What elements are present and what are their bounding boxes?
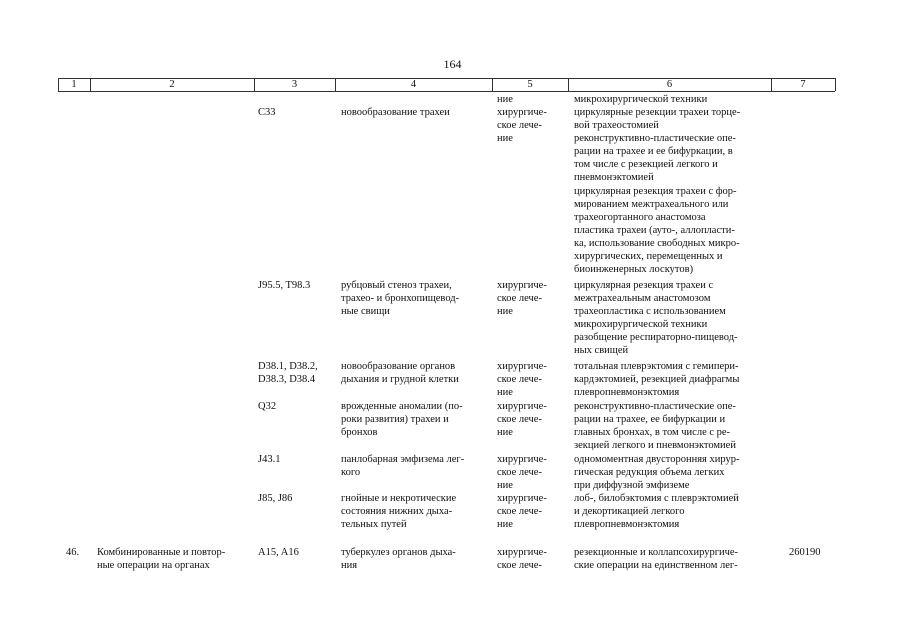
treatment-method-cell <box>574 279 766 358</box>
cell-line: ние <box>497 306 513 318</box>
cell-line: плевропневмонэктомия <box>574 519 680 531</box>
icd-code-cell <box>258 400 338 413</box>
cell-line: разобщение респираторно-пищевод- <box>574 332 738 344</box>
cell-line: рации на трахее и ее бифуркации, в <box>574 146 733 158</box>
column-header: 2 <box>169 79 175 90</box>
cell-line: ское лече- <box>497 414 542 426</box>
icd-code-cell <box>258 546 338 559</box>
cell-line: панлобарная эмфизема лег- <box>341 454 465 465</box>
cell-line: ка, использование свободных микро- <box>574 237 740 249</box>
icd-code-cell <box>258 360 338 386</box>
treatment-type-cell <box>497 492 563 531</box>
cell-line: рации на трахее, ее бифуркации и <box>574 414 726 426</box>
diagnosis-cell <box>341 279 488 318</box>
cell-line: хирургиче- <box>497 547 547 558</box>
cell-line: 260190 <box>789 547 821 558</box>
cell-line: зекцией легкого и пневмонэктомией <box>574 440 736 452</box>
cell-line: реконструктивно-пластические опе- <box>574 401 736 412</box>
cell-line: ных свищей <box>574 345 629 357</box>
cell-line: ние <box>497 480 513 492</box>
cell-line: ние <box>497 427 513 439</box>
cell-line: тельных путей <box>341 519 407 531</box>
column-header: 3 <box>291 79 298 90</box>
cell-line: циркулярная резекция трахеи с <box>574 280 714 291</box>
cell-line: новообразование органов <box>341 361 456 372</box>
cell-line: ные свищи <box>341 306 390 318</box>
cell-line: хирургиче- <box>497 401 547 412</box>
cell-line: новообразование трахеи <box>341 107 450 118</box>
cell-line: микрохирургической техники <box>574 319 708 331</box>
cell-line: ское лече- <box>497 293 542 305</box>
treatment-method-cell <box>574 453 766 492</box>
cell-line: лоб-, билобэктомия с плеврэктомией <box>574 493 739 504</box>
cell-line: 46. <box>66 547 80 558</box>
group-name-cell <box>97 546 249 572</box>
icd-code-cell <box>258 453 338 466</box>
treatment-method-cell <box>574 546 766 572</box>
cell-line: бронхов <box>341 427 378 439</box>
cell-line: мированием межтрахеального или <box>574 198 729 210</box>
cell-line: хирургиче- <box>497 493 547 504</box>
cell-line: гическая редукция объема легких <box>574 467 725 479</box>
cell-line: при диффузной эмфиземе <box>574 480 690 492</box>
cell-line: A15, A16 <box>258 547 299 558</box>
column-header: 4 <box>410 79 417 90</box>
diagnosis-cell <box>341 360 488 386</box>
treatment-method-cell <box>574 93 766 106</box>
cell-line: ские операции на единственном лег- <box>574 560 738 572</box>
cell-line: хирургиче- <box>497 361 547 372</box>
cell-line: ское лече- <box>497 374 542 386</box>
diagnosis-cell <box>341 400 488 439</box>
cell-line: резекционные и коллапсохирургиче- <box>574 547 739 558</box>
cell-line: кардэктомией, резекцией диафрагмы <box>574 374 740 386</box>
cell-line: ние <box>497 519 513 531</box>
treatment-method-cell <box>574 106 766 276</box>
column-header: 6 <box>666 79 673 90</box>
treatment-method-cell <box>574 400 766 452</box>
diagnosis-cell <box>341 546 488 572</box>
cell-line: состояния нижних дыха- <box>341 506 453 518</box>
row-number-cell <box>66 546 88 559</box>
treatment-method-cell <box>574 360 766 399</box>
cell-line: ское лече- <box>497 467 542 479</box>
treatment-method-cell <box>574 492 766 531</box>
cell-line: ние <box>497 133 513 145</box>
cell-line: ское лече- <box>497 120 542 132</box>
cell-line: пластика трахеи (ауто-, аллопласти- <box>574 224 735 236</box>
cell-line: D38.3, D38.4 <box>258 374 316 386</box>
cell-line: хирургических, перемещенных и <box>574 251 723 263</box>
cell-line: циркулярная резекция трахеи с фор- <box>574 185 737 197</box>
treatment-type-cell <box>497 360 563 399</box>
cell-line: туберкулез органов дыха- <box>341 547 456 558</box>
cell-line: J95.5, T98.3 <box>258 280 311 291</box>
cell-line: хирургиче- <box>497 454 547 465</box>
cell-line: J43.1 <box>258 454 281 465</box>
cell-line: ское лече- <box>497 560 542 572</box>
treatment-type-cell <box>497 400 563 439</box>
icd-code-cell <box>258 279 338 292</box>
cell-line: биоинженерных лоскутов) <box>574 264 694 276</box>
cell-line: том числе с резекцией легкого и <box>574 159 718 171</box>
cell-line: ные операции на органах <box>97 560 210 572</box>
treatment-type-cell <box>497 453 563 492</box>
cell-line: гнойные и некротические <box>341 493 457 504</box>
cell-line: дыхания и грудной клетки <box>341 374 459 386</box>
page-number: 164 <box>443 57 462 71</box>
cell-line: микрохирургической техники <box>574 94 708 105</box>
cell-line: вой трахеостомией <box>574 120 659 132</box>
cell-line: межтрахеальным анастомозом <box>574 293 711 305</box>
column-header: 7 <box>800 79 806 90</box>
column-header: 5 <box>527 79 533 90</box>
cell-line: ния <box>341 560 358 572</box>
cell-line: пневмонэктомией <box>574 172 654 184</box>
cell-line: C33 <box>258 107 276 118</box>
cell-line: Q32 <box>258 401 277 412</box>
cell-line: кого <box>341 467 361 479</box>
treatment-type-cell <box>497 546 563 572</box>
cell-line: рубцовый стеноз трахеи, <box>341 280 452 291</box>
cell-line: ние <box>497 387 513 399</box>
column-header: 1 <box>71 79 77 90</box>
cell-line: трахео- и бронхопищевод- <box>341 293 460 305</box>
cell-line: врожденные аномалии (по- <box>341 401 463 412</box>
cell-line: циркулярные резекции трахеи торце- <box>574 107 741 118</box>
cell-line: хирургиче- <box>497 280 547 291</box>
cell-line: одномоментная двусторонняя хирур- <box>574 454 740 465</box>
cell-line: J85, J86 <box>258 493 293 504</box>
cell-line: хирургиче- <box>497 107 547 119</box>
cell-line: D38.1, D38.2, <box>258 361 318 372</box>
diagnosis-cell <box>341 492 488 531</box>
cell-line: трахеогортанного анастомоза <box>574 211 706 223</box>
cell-line: и декортикацией легкого <box>574 506 685 518</box>
icd-code-cell <box>258 106 338 119</box>
treatment-type-cell <box>497 279 563 318</box>
cell-line: главных бронхах, в том числе с ре- <box>574 427 731 439</box>
icd-code-cell <box>258 492 338 505</box>
cell-line: плевропневмонэктомия <box>574 387 680 399</box>
cell-line: трахеопластика с использованием <box>574 306 726 318</box>
cell-line: роки развития) трахеи и <box>341 414 449 426</box>
treatment-type-cell <box>497 93 563 145</box>
cell-line: Комбинированные и повтор- <box>97 547 226 558</box>
cost-cell <box>789 546 833 559</box>
cell-line: ние <box>497 94 513 105</box>
cell-line: тотальная плеврэктомия с гемипери- <box>574 361 739 372</box>
cell-line: ское лече- <box>497 506 542 518</box>
diagnosis-cell <box>341 106 488 119</box>
header-bottom-rule <box>58 91 835 92</box>
cell-line: реконструктивно-пластические опе- <box>574 133 736 145</box>
diagnosis-cell <box>341 453 488 479</box>
header-border <box>835 78 836 91</box>
